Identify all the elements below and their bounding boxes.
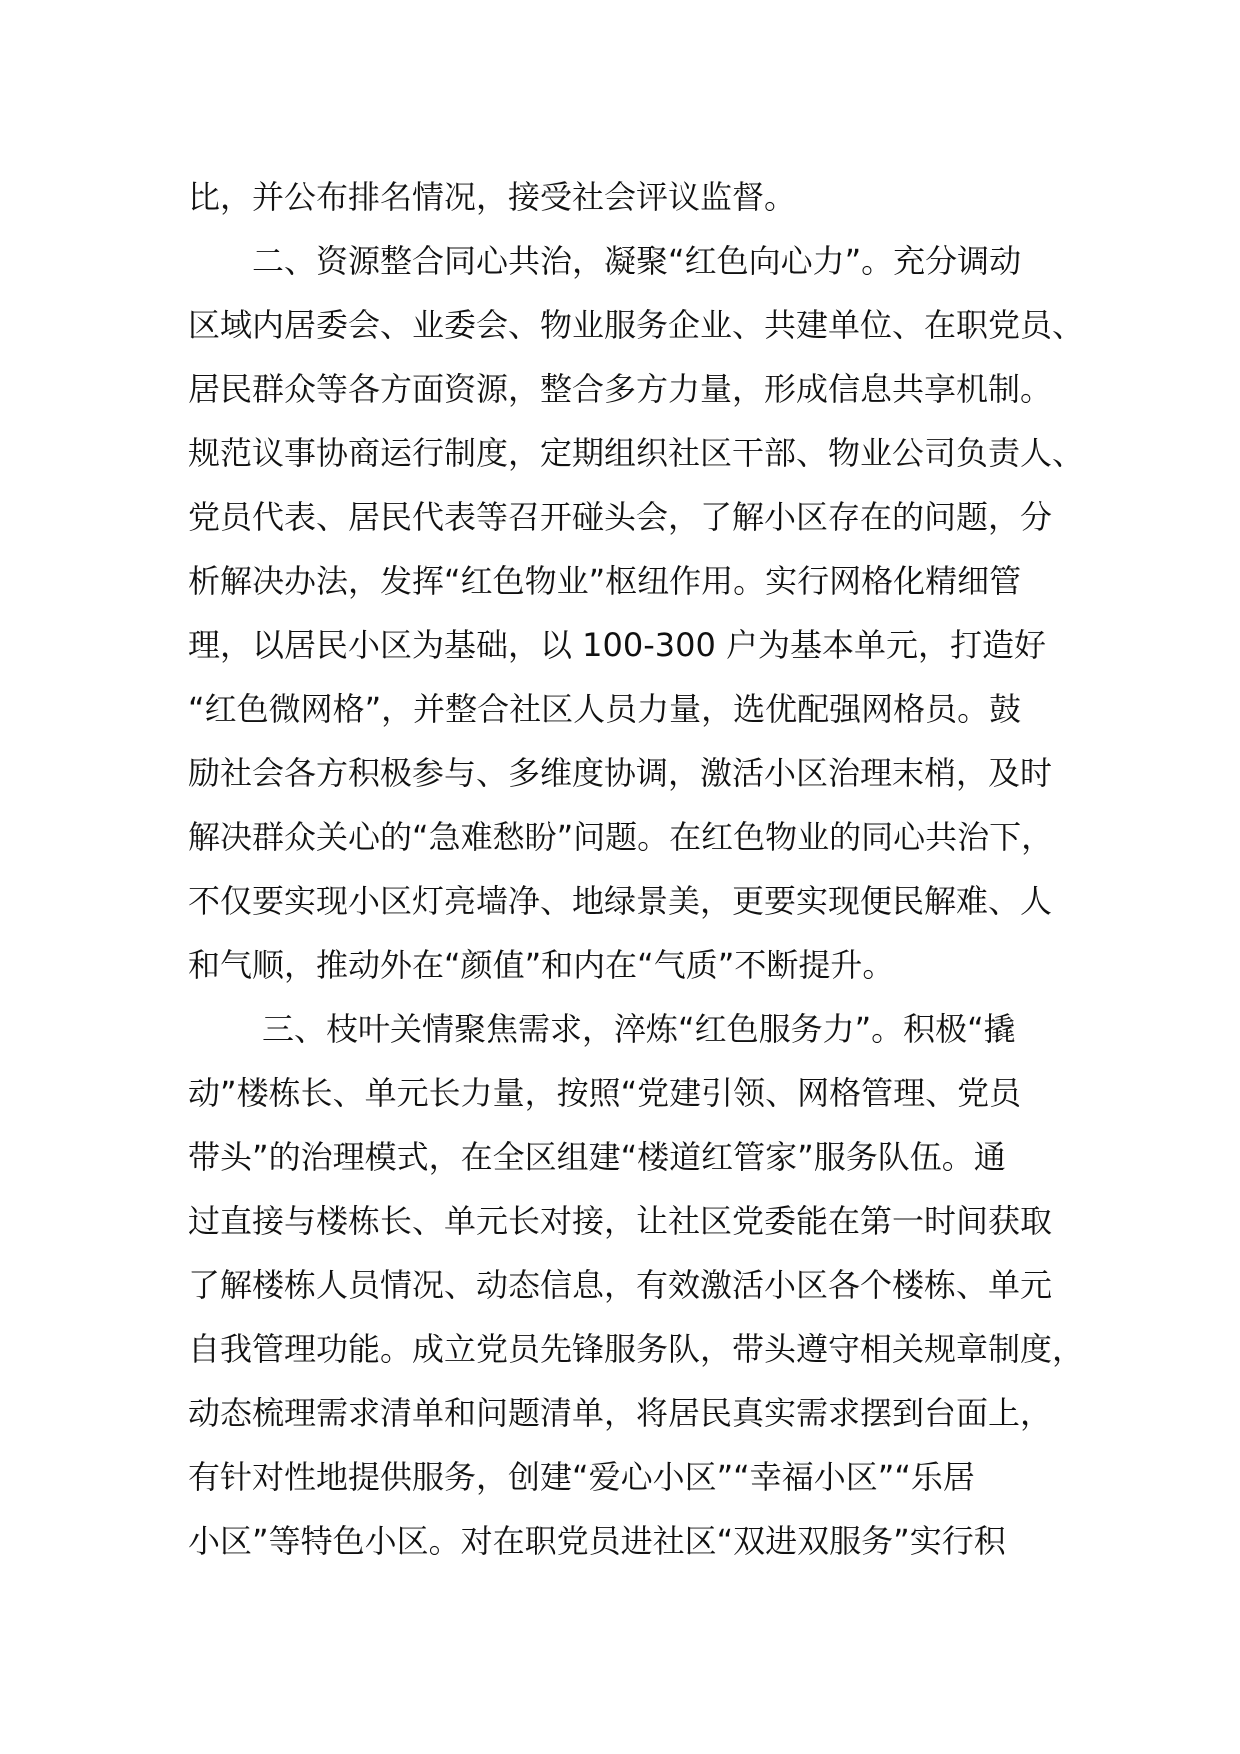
text-line: 和气顺，推动外在“颜值”和内在“气质”不断提升。: [188, 946, 895, 984]
text-line: 了解楼栋人员情况、动态信息，有效激活小区各个楼栋、单元: [188, 1266, 1053, 1304]
text-line: 区域内居委会、业委会、物业服务企业、共建单位、在职党员、: [188, 306, 1085, 344]
text-line: 理，以居民小区为基础，以 100-300 户为基本单元，打造好: [188, 626, 1047, 664]
text-line: 规范议事协商运行制度，定期组织社区干部、物业公司负责人、: [188, 434, 1085, 472]
text-line: 带头”的治理模式，在全区组建“楼道红管家”服务队伍。通: [188, 1138, 1006, 1176]
text-line: 小区”等特色小区。对在职党员进社区“双进双服务”实行积: [188, 1522, 1006, 1560]
text-line: “红色微网格”，并整合社区人员力量，选优配强网格员。鼓: [188, 690, 1022, 728]
text-line: 居民群众等各方面资源，整合多方力量，形成信息共享机制。: [188, 370, 1053, 408]
text-line: 比，并公布排名情况，接受社会评议监督。: [188, 178, 797, 216]
text-line: 解决群众关心的“急难愁盼”问题。在红色物业的同心共治下，: [188, 818, 1054, 856]
text-line: 党员代表、居民代表等召开碰头会，了解小区存在的问题，分: [188, 498, 1053, 536]
text-line: 析解决办法，发挥“红色物业”枢纽作用。实行网格化精细管: [188, 562, 1022, 600]
text-line: 自我管理功能。成立党员先锋服务队，带头遵守相关规章制度，: [188, 1330, 1085, 1368]
section-heading-line: 三、枝叶关情聚焦需求，淬炼“红色服务力”。积极“撬: [262, 1010, 1016, 1048]
text-line: 励社会各方积极参与、多维度协调，激活小区治理末梢，及时: [188, 754, 1053, 792]
section-heading-line: 二、资源整合同心共治，凝聚“红色向心力”。充分调动: [252, 242, 1022, 280]
text-line: 动态梳理需求清单和问题清单，将居民真实需求摆到台面上，: [188, 1394, 1053, 1432]
text-line: 动”楼栋长、单元长力量，按照“党建引领、网格管理、党员: [188, 1074, 1022, 1112]
text-line: 不仅要实现小区灯亮墙净、地绿景美，更要实现便民解难、人: [188, 882, 1053, 920]
text-line: 有针对性地提供服务，创建“爱心小区”“幸福小区”“乐居: [188, 1458, 975, 1496]
text-line: 过直接与楼栋长、单元长对接，让社区党委能在第一时间获取: [188, 1202, 1053, 1240]
